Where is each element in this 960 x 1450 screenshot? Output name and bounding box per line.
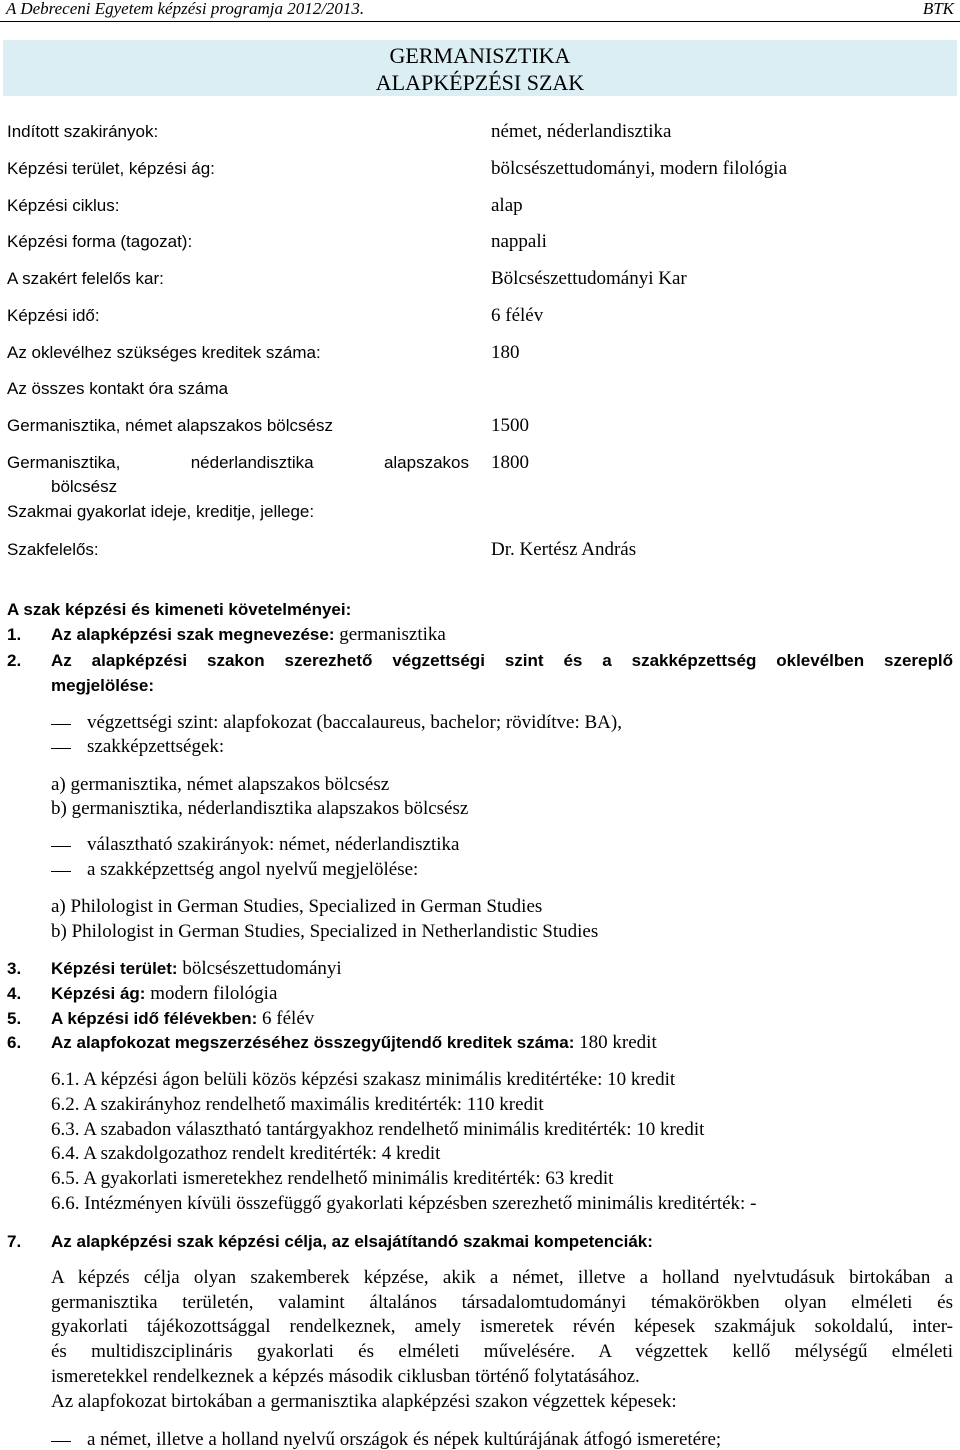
paragraph-line: és multidiszciplináris gyakorlati és elméleti művelésére. A végzettek kellő mélységű elméleti: [51, 1341, 953, 1362]
dash-bullet-icon: [51, 871, 71, 872]
info-value-forma: nappali: [491, 231, 547, 252]
info-value-kar: Bölcsészettudományi Kar: [491, 268, 687, 289]
item-number: 4.: [7, 984, 22, 1003]
info-value-kepzesi-ido: 6 félév: [491, 305, 544, 326]
info-label-neder-bolcsesz-cont: bölcsész: [51, 477, 118, 496]
subitem-6-3: 6.3. A szabadon választható tantárgyakhoz rendelhető minimális kreditérték: 10 kredit: [51, 1119, 705, 1140]
subitem-6-5: 6.5. A gyakorlati ismeretekhez rendelhető minimális kreditérték: 63 kredit: [51, 1168, 614, 1189]
requirement-item-1: [7, 624, 446, 646]
paragraph-line: germanisztika területén, valamint általános társadalomtudományi témakörökben olyan elméleti és: [51, 1292, 953, 1313]
item-number: 2.: [7, 651, 22, 670]
info-label-ciklus: Képzési ciklus:: [7, 196, 120, 215]
info-value-szakfelelos: Dr. Kertész András: [491, 539, 637, 560]
info-label-kreditek: Az oklevélhez szükséges kreditek száma:: [7, 343, 321, 362]
dash-bullet-icon: [51, 748, 71, 749]
info-label-szakfelelos: Szakfelelős:: [7, 540, 99, 559]
paragraph-intro: Az alapfokozat birtokában a germanisztika alapképzési szakon végzettek képesek:: [51, 1391, 677, 1412]
info-label-szakiranyok: Indított szakirányok:: [7, 122, 159, 141]
info-label-kontakt-ora: Az összes kontakt óra száma: [7, 379, 229, 398]
requirements-heading: A szak képzési és kimeneti követelményei:: [7, 600, 352, 619]
paragraph-line: A képzés célja olyan szakemberek képzése, akik a német, illetve a holland nyelvtudásuk birtokában a: [51, 1267, 953, 1288]
qualification-b: b) germanisztika, néderlandisztika alapszakos bölcsész: [51, 798, 469, 819]
info-label-terulet: Képzési terület, képzési ág:: [7, 159, 215, 178]
item-value: bölcsészettudományi: [177, 958, 342, 979]
list-item-text: szakképzettségek:: [87, 736, 225, 757]
program-subtitle: ALAPKÉPZÉSI SZAK: [375, 70, 585, 95]
qualification-a: a) germanisztika, német alapszakos bölcsész: [51, 774, 390, 795]
list-item-text: végzettségi szint: alapfokozat (baccalaureus, bachelor; rövidítve: BA),: [87, 712, 622, 733]
header-title: A Debreceni Egyetem képzési programja 2012/2013.: [6, 0, 365, 18]
header-faculty: BTK: [922, 0, 954, 18]
dash-bullet-icon: [51, 724, 71, 725]
info-label-nemet-bolcsesz: Germanisztika, német alapszakos bölcsész: [7, 416, 333, 435]
item-number: 7.: [7, 1232, 22, 1251]
info-label-kepzesi-ido: Képzési idő:: [7, 306, 100, 325]
english-name-b: b) Philologist in German Studies, Specialized in Netherlandistic Studies: [51, 921, 599, 942]
info-value-nemet-bolcsesz: 1500: [491, 415, 529, 436]
item-label: A képzési idő félévekben:: [51, 1009, 258, 1028]
paragraph-line: gyakorlati tájékozottsággal rendelkeznek, amely ismeretek révén képesek szakmájuk sokoldalú, inter-: [51, 1316, 953, 1337]
item-number: 1.: [7, 625, 22, 644]
info-value-szakiranyok: német, néderlandisztika: [491, 121, 672, 142]
requirement-item-2-label-cont: megjelölése:: [51, 676, 154, 695]
item-label: Az alapképzési szak képzési célja, az elsajátítandó szakmai kompetenciák:: [51, 1232, 653, 1251]
info-label-gyakorlat: Szakmai gyakorlat ideje, kreditje, jellege:: [7, 502, 315, 521]
requirement-item-3: [7, 958, 342, 980]
item-number: 5.: [7, 1009, 22, 1028]
dash-bullet-icon: [51, 1441, 71, 1442]
item-value: 180 kredit: [574, 1032, 657, 1053]
item-label: Képzési terület:: [51, 959, 178, 978]
item-value: modern filológia: [145, 983, 278, 1004]
item-label: Képzési ág:: [51, 984, 146, 1003]
requirement-item-2-label: Az alapképzési szakon szerezhető végzettségi szint és a szakképzettség oklevélben szereplő: [51, 651, 953, 670]
requirement-item-2-number: [7, 650, 51, 672]
program-title-box: [3, 40, 957, 96]
subitem-6-1: 6.1. A képzési ágon belüli közös képzési szakasz minimális kreditértéke: 10 kredit: [51, 1069, 676, 1090]
program-title: GERMANISZTIKA: [389, 43, 571, 68]
requirement-item-6: [7, 1032, 657, 1054]
paragraph-line: ismeretekkel rendelkeznek a képzés második ciklusban történő folytatásához.: [51, 1366, 640, 1387]
info-label-neder-bolcsesz: Germanisztika, néderlandisztika alapszakos: [7, 453, 469, 472]
item-value: germanisztika: [334, 624, 446, 645]
info-value-neder-bolcsesz: 1800: [491, 452, 529, 473]
info-label-forma: Képzési forma (tagozat):: [7, 232, 193, 251]
info-value-terulet: bölcsészettudományi, modern filológia: [491, 158, 788, 179]
item-number: 6.: [7, 1033, 22, 1052]
item-label: Az alapképzési szak megnevezése:: [51, 625, 335, 644]
subitem-6-4: 6.4. A szakdolgozathoz rendelt kreditérték: 4 kredit: [51, 1143, 441, 1164]
item-label: Az alapfokozat megszerzéséhez összegyűjtendő kreditek száma:: [51, 1033, 575, 1052]
item-value: 6 félév: [257, 1008, 315, 1029]
info-value-kreditek: 180: [491, 342, 520, 363]
subitem-6-6: 6.6. Intézményen kívüli összefüggő gyakorlati képzésben szerezhető minimális kreditérték: -: [51, 1193, 757, 1214]
list-item-text: a német, illetve a holland nyelvű országok és népek kultúrájának átfogó ismeretére;: [87, 1429, 722, 1450]
info-value-ciklus: alap: [491, 195, 523, 216]
list-item-text: választható szakirányok: német, néderlandisztika: [87, 834, 460, 855]
requirement-item-5: [7, 1008, 314, 1030]
dash-bullet-icon: [51, 846, 71, 847]
info-label-kar: A szakért felelős kar:: [7, 269, 164, 288]
item-number: 3.: [7, 959, 22, 978]
requirement-item-7: [7, 1231, 653, 1253]
page-header: [0, 0, 960, 22]
requirement-item-4: [7, 983, 277, 1005]
english-name-a: a) Philologist in German Studies, Specialized in German Studies: [51, 896, 543, 917]
subitem-6-2: 6.2. A szakirányhoz rendelhető maximális kreditérték: 110 kredit: [51, 1094, 544, 1115]
list-item-text: a szakképzettség angol nyelvű megjelölése:: [87, 859, 419, 880]
